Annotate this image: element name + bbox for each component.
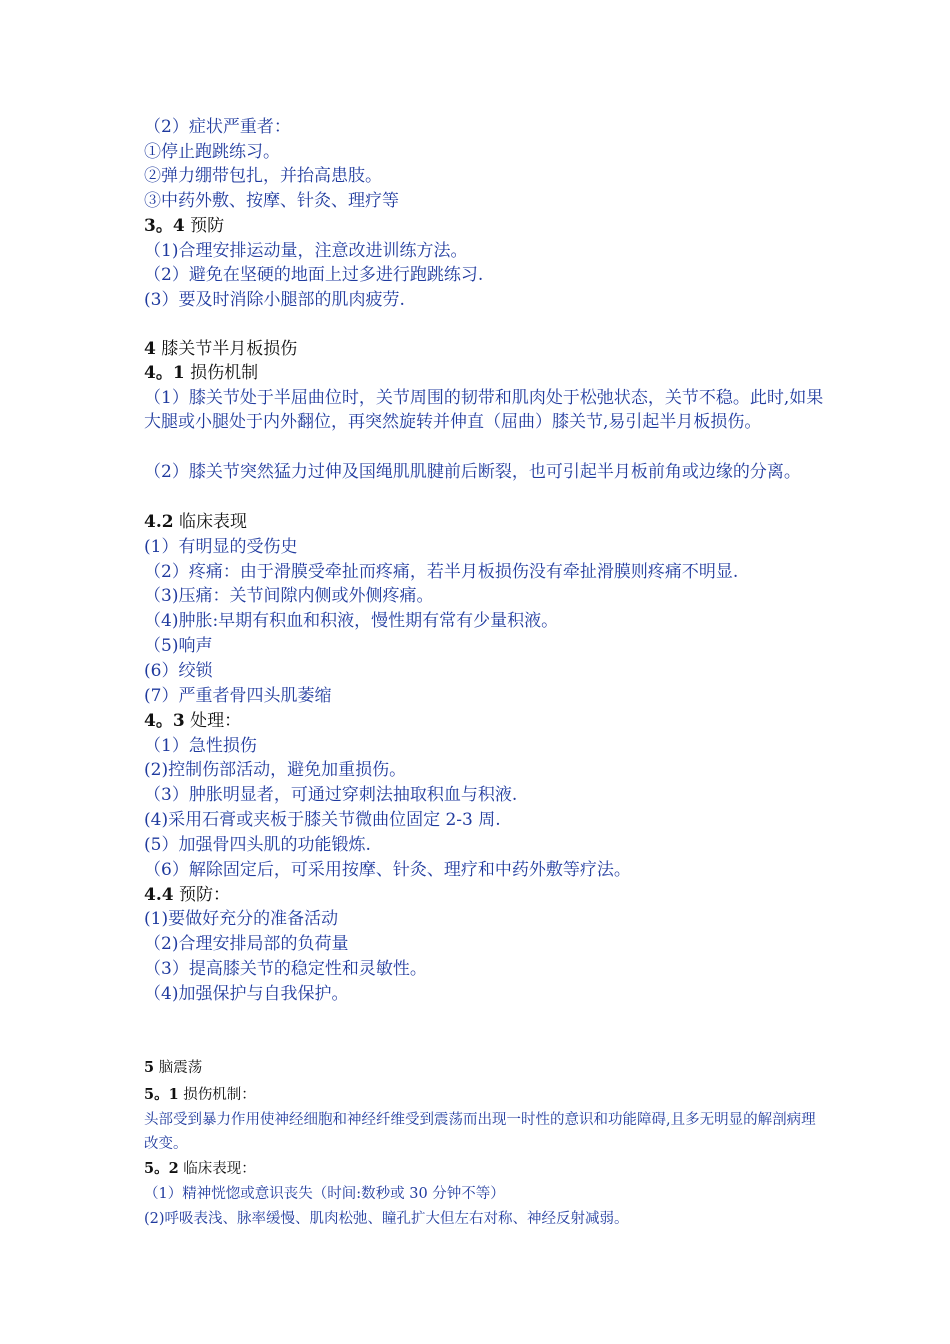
list-item: （3）肿胀明显者，可通过穿刺法抽取积血与积液. (144, 785, 518, 805)
heading-number: 5 (144, 1059, 155, 1076)
heading-5-2 (144, 1157, 824, 1181)
heading-title: 处理： (184, 711, 242, 731)
heading-number: 4.4 (144, 885, 174, 905)
list-item: （3)压痛：关节间隙内侧或外侧疼痛。 (144, 586, 434, 606)
list-item: (1)要做好充分的准备活动 (144, 909, 339, 929)
list-item: (7）严重者骨四头肌萎缩 (144, 686, 332, 706)
heading-title: 预防 (184, 216, 225, 236)
heading-number: 3。4 (144, 216, 185, 236)
list-item: (5）加强骨四头肌的功能锻炼. (144, 835, 371, 855)
heading-4-2 (144, 510, 824, 534)
heading-title: 临床表现 (173, 512, 247, 532)
list-item: （1）急性损伤 (144, 736, 257, 756)
list-item: ③中药外敷、按摩、针灸、理疗等 (144, 191, 399, 211)
heading-title: 预防： (173, 885, 230, 905)
heading-number: 4。3 (144, 711, 185, 731)
list-item: (2)控制伤部活动，避免加重损伤。 (144, 760, 407, 780)
list-item: ①停止跑跳练习。 (144, 142, 280, 162)
list-item: （2）避免在坚硬的地面上过多进行跑跳练习. (144, 265, 484, 285)
heading-4 (144, 337, 824, 361)
heading-title: 临床表现： (178, 1161, 256, 1177)
list-item: (4)采用石膏或夹板于膝关节微曲位固定 2-3 周. (144, 810, 501, 830)
paragraph: 头部受到暴力作用使神经细胞和神经纤维受到震荡而出现一时性的意识和功能障碍,且多无明显的解剖病理改变。 (144, 1112, 816, 1152)
heading-number: 4.2 (144, 512, 174, 532)
paragraph: （2）膝关节突然猛力过伸及国绳肌肌腱前后断裂，也可引起半月板前角或边缘的分离。 (144, 462, 801, 482)
heading-title: 损伤机制 (184, 363, 259, 383)
heading-3-4 (144, 214, 824, 238)
list-item: （2）疼痛：由于滑膜受牵扯而疼痛，若半月板损伤没有牵扯滑膜则疼痛不明显. (144, 562, 739, 582)
heading-5-1 (144, 1083, 824, 1107)
item-2-title: （2）症状严重者： (144, 117, 291, 137)
list-item: (1）有明显的受伤史 (144, 537, 298, 557)
heading-number: 4 (144, 339, 156, 359)
list-item: （1）精神恍惚或意识丧失（时间:数秒或 30 分钟不等） (144, 1186, 505, 1202)
heading-title: 损伤机制： (178, 1087, 256, 1103)
heading-5 (144, 1056, 824, 1080)
heading-title: 脑震荡 (154, 1060, 203, 1076)
list-item: (6）绞锁 (144, 661, 213, 681)
heading-4-3 (144, 709, 824, 733)
paragraph: （1）膝关节处于半屈曲位时，关节周围的韧带和肌肉处于松弛状态，关节不稳。此时,如果大腿或小腿处于内外翻位，再突然旋转并伸直（屈曲）膝关节,易引起半月板损伤。 (144, 388, 824, 432)
list-item: （4)加强保护与自我保护。 (144, 984, 349, 1004)
list-item: (3）要及时消除小腿部的肌肉疲劳. (144, 290, 405, 310)
list-item: （2)合理安排局部的负荷量 (144, 934, 349, 954)
heading-number: 5。2 (144, 1160, 179, 1177)
heading-number: 5。1 (144, 1086, 179, 1103)
list-item: ②弹力绷带包扎，并抬高患肢。 (144, 166, 382, 186)
list-item: （3）提高膝关节的稳定性和灵敏性。 (144, 959, 427, 979)
list-item: （4)肿胀:早期有积血和积液，慢性期有常有少量积液。 (144, 611, 559, 631)
list-item: (2)呼吸表浅、脉率缓慢、肌肉松弛、瞳孔扩大但左右对称、神经反射减弱。 (144, 1211, 629, 1227)
heading-4-1 (144, 361, 824, 385)
list-item: （5)响声 (144, 636, 213, 656)
list-item: （6）解除固定后，可采用按摩、针灸、理疗和中药外敷等疗法。 (144, 860, 631, 880)
heading-title: 膝关节半月板损伤 (155, 339, 298, 359)
heading-4-4 (144, 883, 824, 907)
list-item: （1)合理安排运动量，注意改进训练方法。 (144, 241, 468, 261)
heading-number: 4。1 (144, 363, 185, 383)
